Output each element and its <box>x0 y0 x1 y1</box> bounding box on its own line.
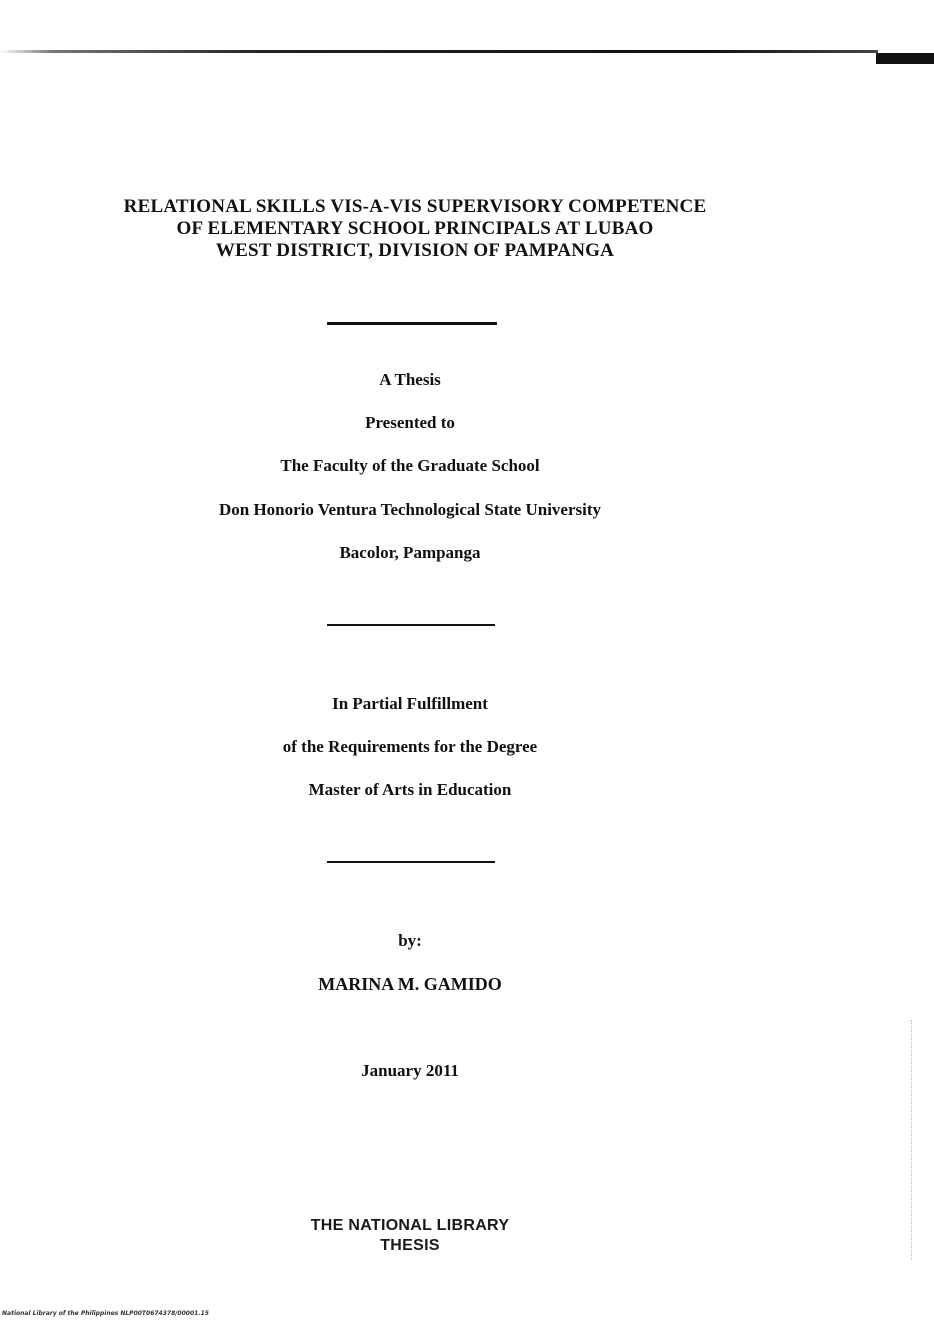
divider-rule-2 <box>327 624 495 626</box>
faculty-name: The Faculty of the Graduate School <box>280 456 540 475</box>
presented-to: Presented to <box>365 413 455 432</box>
date: January 2011 <box>361 1061 459 1080</box>
fulfillment-line-1: In Partial Fulfillment <box>332 694 488 713</box>
scan-top-edge <box>0 50 934 64</box>
title-line-2: OF ELEMENTARY SCHOOL PRINCIPALS AT LUBAO <box>176 218 654 239</box>
divider-rule-3 <box>327 861 495 863</box>
title-line-1: RELATIONAL SKILLS VIS-A-VIS SUPERVISORY COMPETENCE <box>123 196 707 217</box>
title-line-3: WEST DISTRICT, DIVISION OF PAMPANGA <box>215 240 615 261</box>
university-name: Don Honorio Ventura Technological State University <box>218 500 602 519</box>
degree-name: Master of Arts in Education <box>308 780 512 799</box>
scan-edge-line <box>0 50 878 53</box>
fulfillment-line-2: of the Requirements for the Degree <box>282 737 538 756</box>
footer-note: National Library of the Philippines NLP00T0674378/00001.15 <box>2 1310 209 1317</box>
thesis-label: A Thesis <box>379 370 441 389</box>
stamp-line-1: THE NATIONAL LIBRARY <box>310 1217 510 1234</box>
scan-edge-block <box>876 53 934 64</box>
divider-rule-1 <box>327 322 497 325</box>
university-location: Bacolor, Pampanga <box>339 543 481 562</box>
author-name: MARINA M. GAMIDO <box>318 974 502 994</box>
stamp-line-2: THESIS <box>380 1237 440 1254</box>
scan-right-specks <box>911 1020 928 1260</box>
library-stamp <box>250 1216 570 1256</box>
thesis-title <box>100 196 730 262</box>
by-label: by: <box>398 931 422 950</box>
